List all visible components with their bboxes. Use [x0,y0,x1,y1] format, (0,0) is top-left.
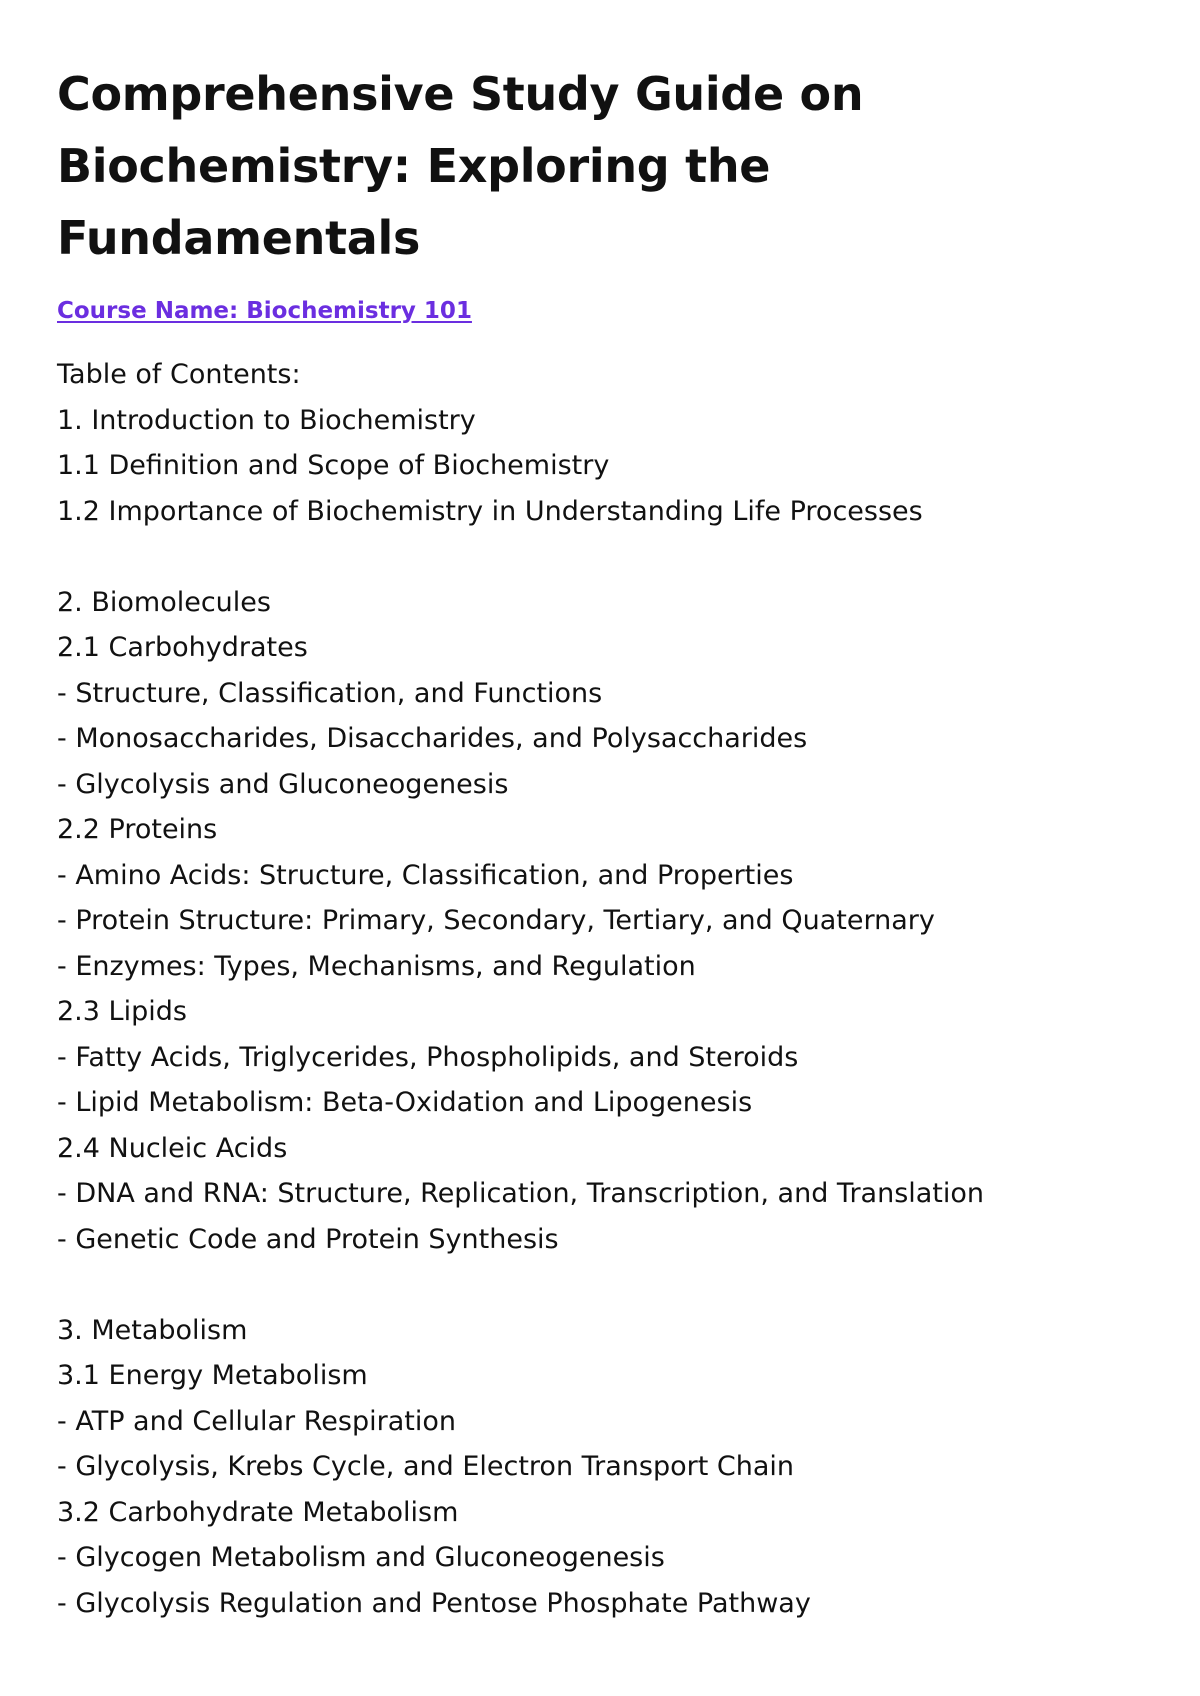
toc-item: 1. Introduction to Biochemistry [57,404,476,436]
table-of-contents [57,352,1167,1626]
toc-item: 2.1 Carbohydrates [57,632,308,663]
page-title [57,58,1167,274]
toc-item: - Genetic Code and Protein Synthesis [57,1223,559,1255]
toc-item: 1.1 Definition and Scope of Biochemistry [57,450,610,481]
toc-heading: Table of Contents: [57,359,301,390]
toc-item: - DNA and RNA: Structure, Replication, Transcription, and Translation [57,1178,985,1209]
toc-item: - Glycolysis, Krebs Cycle, and Electron Transport Chain [57,1451,795,1482]
toc-item: - Monosaccharides, Disaccharides, and Polysaccharides [57,723,808,754]
toc-item: - Enzymes: Types, Mechanisms, and Regulation [57,950,696,982]
toc-item: - Fatty Acids, Triglycerides, Phospholipids, and Steroids [57,1041,799,1073]
toc-item: 2. Biomolecules [57,586,271,618]
toc-item: - Lipid Metabolism: Beta-Oxidation and Lipogenesis [57,1087,753,1118]
course-name-link[interactable]: Course Name: Biochemistry 101 [57,298,472,324]
toc-item: 1.2 Importance of Biochemistry in Understanding Life Processes [57,495,923,527]
toc-item: 2.4 Nucleic Acids [57,1132,288,1164]
toc-item: 2.2 Proteins [57,814,218,845]
toc-item: - Glycolysis and Gluconeogenesis [57,768,509,800]
toc-list [57,398,1167,1627]
toc-spacer [57,1262,1167,1308]
document-page [57,58,1167,1626]
title-line: Biochemistry: Exploring the [57,139,771,193]
toc-item: - Protein Structure: Primary, Secondary, Tertiary, and Quaternary [57,905,935,936]
toc-item: - Amino Acids: Structure, Classification, and Properties [57,859,794,891]
toc-item: 3. Metabolism [57,1314,248,1346]
toc-item: 3.2 Carbohydrate Metabolism [57,1496,459,1528]
toc-item: - Glycolysis Regulation and Pentose Phosphate Pathway [57,1587,811,1619]
title-line: Comprehensive Study Guide on [57,67,864,121]
toc-item: 3.1 Energy Metabolism [57,1360,368,1391]
toc-item: - Glycogen Metabolism and Gluconeogenesis [57,1542,665,1573]
toc-item: 2.3 Lipids [57,996,187,1027]
toc-item: - ATP and Cellular Respiration [57,1405,456,1437]
title-line: Fundamentals [57,211,421,265]
toc-item: - Structure, Classification, and Functions [57,677,603,709]
toc-spacer [57,534,1167,580]
